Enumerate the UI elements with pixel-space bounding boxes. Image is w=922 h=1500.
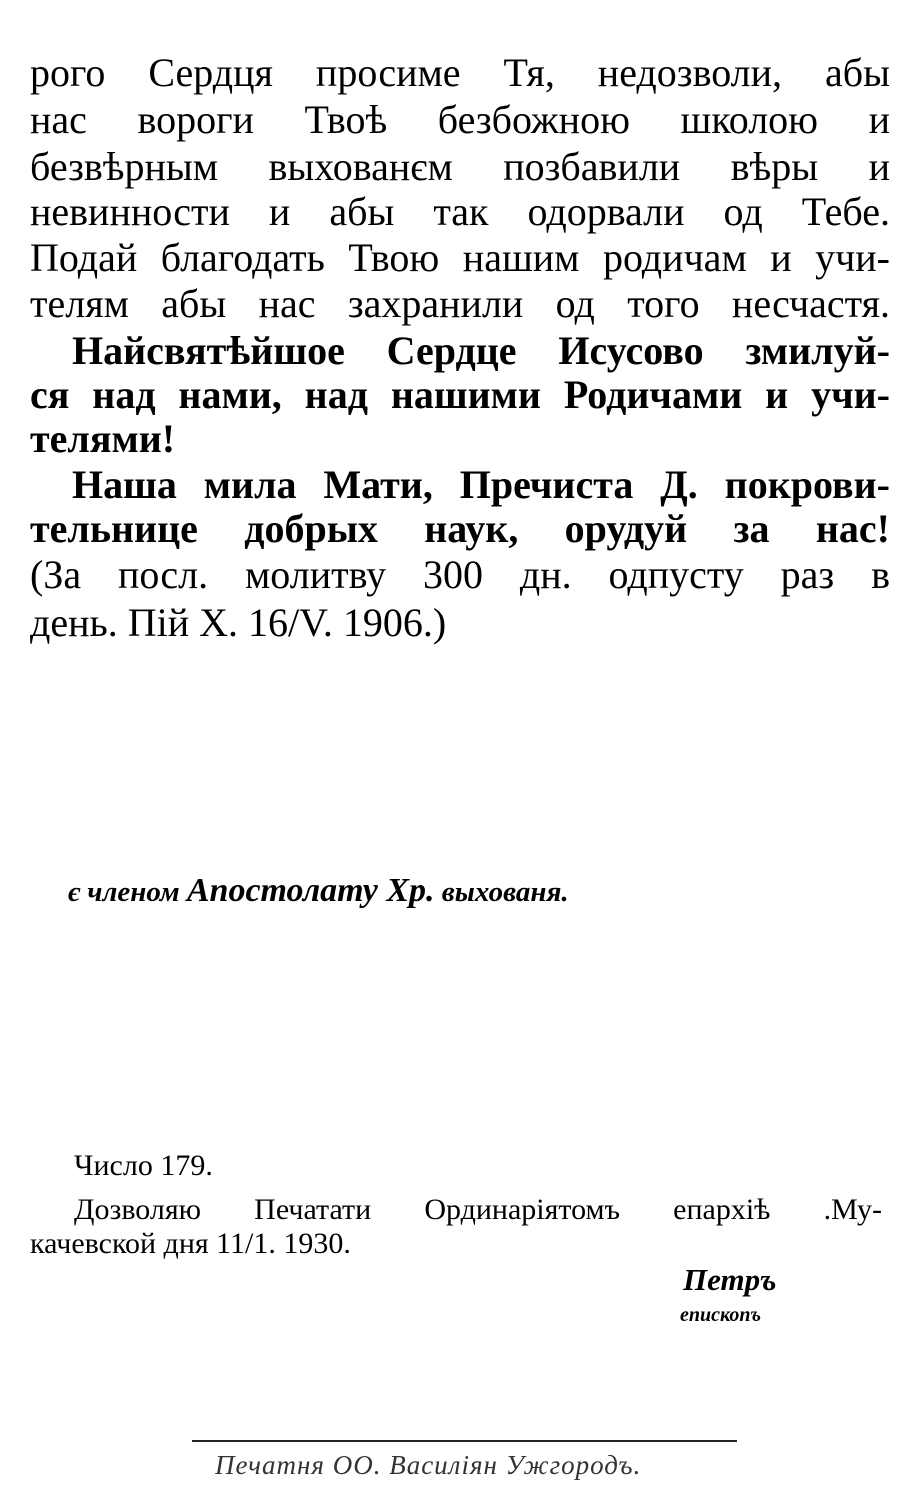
indulgence-note-line-2: день. Пій X. 16/V. 1906.): [30, 600, 447, 645]
prayer-line-1: рого Сердця просиме Тя, недозволи, абы: [30, 50, 890, 95]
invocation-heart-line-2: ся над нами, над нашими Родичами и учи-: [30, 372, 890, 417]
invocation-heart-line-3: телями!: [30, 416, 176, 461]
indulgence-note-line-1: (За посл. молитву 300 дн. одпусту раз в: [30, 552, 890, 597]
approval-text-line-2: качевской дня 11/1. 1930.: [30, 1227, 351, 1260]
prayer-line-5: Подай благодать Твою нашим родичам и учи-: [30, 235, 890, 280]
invocation-heart-line-1: Найсвятѣйшое Сердце Исусово змилуй-: [72, 328, 890, 373]
footer-divider: [192, 1440, 737, 1442]
approval-number: Число 179.: [74, 1149, 213, 1182]
approval-text-line-1: Дозволяю Печатати Ординаріятомъ епархіѣ .Му-: [74, 1193, 882, 1226]
printer-imprint: Печатня ОО. Василіян Ужгородъ.: [215, 1450, 642, 1480]
member-caption-prefix: є членом: [68, 876, 180, 908]
member-caption: [68, 872, 569, 910]
signature-title: епископъ: [680, 1304, 762, 1326]
member-caption-name: Апостолату Хр.: [186, 872, 435, 909]
invocation-mary-line-2: тельнице добрых наук, орудуй за нас!: [30, 506, 890, 551]
prayer-line-6: телям абы нас захранили од того несчастя.: [30, 281, 890, 326]
prayer-line-2: нас вороги Твоѣ безбожною школою и: [30, 97, 890, 142]
prayer-line-3: безвѣрным выхованєм позбавили вѣры и: [30, 144, 890, 189]
invocation-mary-line-1: Наша мила Мати, Пречиста Д. покрови-: [72, 462, 890, 507]
signature-name: Петръ: [683, 1262, 777, 1297]
member-caption-suffix: выхованя.: [441, 876, 569, 908]
prayer-line-4: невинности и абы так одорвали од Тебе.: [30, 189, 890, 234]
